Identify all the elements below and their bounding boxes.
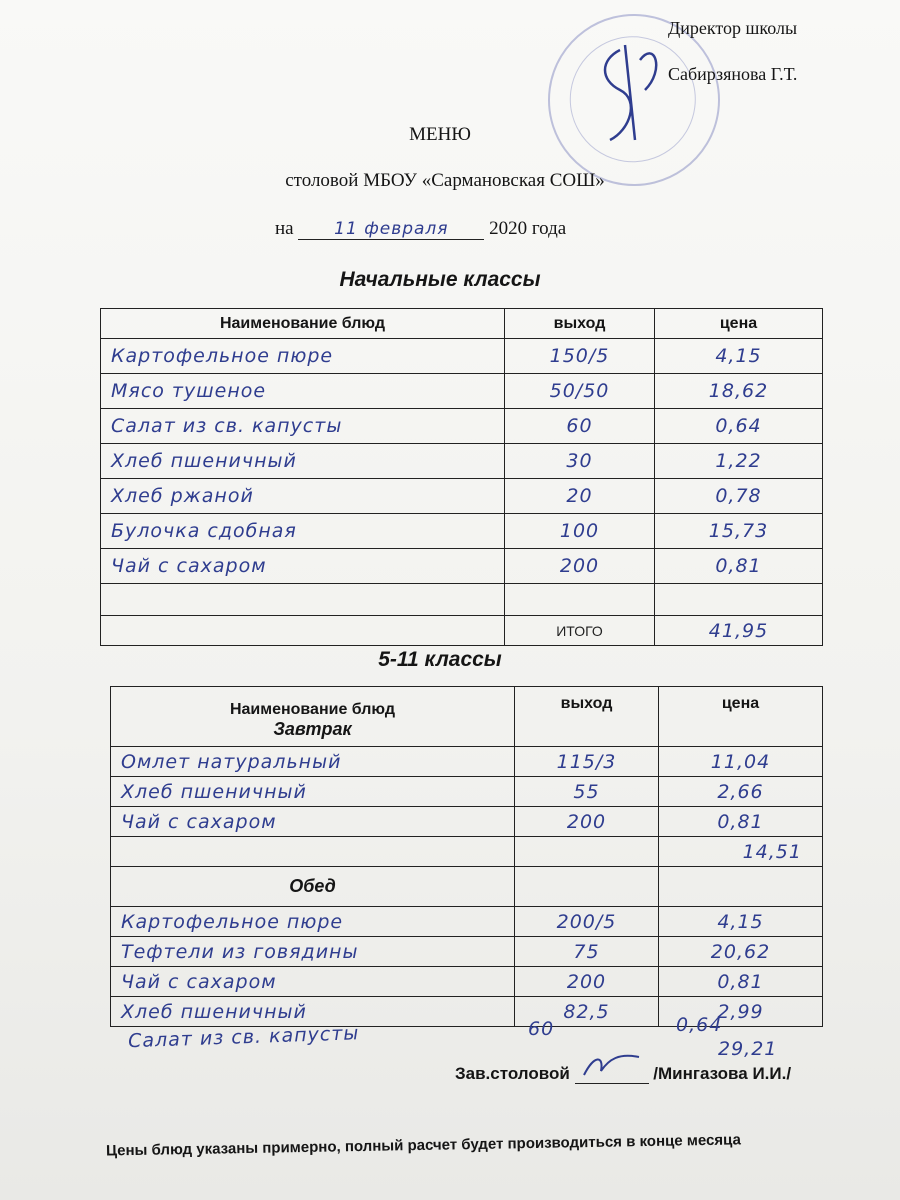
dish-price: 20,62 (659, 937, 823, 967)
extra-dish-portion: 60 (528, 1018, 555, 1040)
extra-dish-price: 0,64 (676, 1014, 723, 1036)
dish-portion: 200 (515, 967, 659, 997)
dish-name: Булочка сдобная (101, 514, 505, 549)
table-row (101, 549, 823, 584)
col-dish-name-label: Наименование блюд (229, 701, 396, 718)
date-handwritten: 11 февраля (298, 219, 484, 240)
lunch-total: 29,21 (718, 1038, 778, 1060)
dish-portion: 82,5 (515, 997, 659, 1027)
table-row (111, 937, 823, 967)
breakfast-total-row (111, 837, 823, 867)
primary-header-row (101, 309, 823, 339)
dish-portion: 20 (505, 479, 655, 514)
extra-dish-name: Салат из св. капусты (127, 1022, 360, 1053)
dish-name: Чай с сахаром (111, 967, 515, 997)
table-row (101, 444, 823, 479)
dish-name: Картофельное пюре (111, 907, 515, 937)
col-portion: выход (505, 309, 655, 339)
dish-portion: 55 (515, 777, 659, 807)
dish-portion: 30 (505, 444, 655, 479)
dish-name: Чай с сахаром (101, 549, 505, 584)
table-row (101, 514, 823, 549)
date-line (275, 218, 635, 246)
senior-heading: 5-11 классы (378, 648, 502, 671)
senior-menu-table (110, 686, 823, 1027)
dish-name: Картофельное пюре (101, 339, 505, 374)
dish-price: 2,99 (659, 997, 823, 1027)
dish-price: 0,64 (655, 409, 823, 444)
table-row (111, 907, 823, 937)
dish-portion: 115/3 (515, 747, 659, 777)
lunch-title: Обед (111, 867, 515, 907)
dish-portion: 200 (515, 807, 659, 837)
approval-name: Сабирзянова Г.Т. (668, 64, 798, 84)
page-subtitle: столовой МБОУ «Сармановская СОШ» (285, 170, 605, 191)
dish-name: Мясо тушеное (101, 374, 505, 409)
signature-blank (575, 1065, 649, 1084)
director-signature (590, 20, 670, 150)
primary-total-row (101, 616, 823, 646)
dish-price: 15,73 (655, 514, 823, 549)
signature-label: Зав.столовой (455, 1064, 570, 1083)
col-dish-name: Наименование блюд (101, 309, 505, 339)
empty-row (101, 584, 823, 616)
primary-heading: Начальные классы (339, 268, 541, 291)
dish-price: 4,15 (659, 907, 823, 937)
table-row (101, 339, 823, 374)
col-portion: выход (515, 687, 659, 747)
dish-price: 0,81 (655, 549, 823, 584)
primary-menu-table (100, 308, 823, 646)
table-row (111, 777, 823, 807)
dish-price: 0,78 (655, 479, 823, 514)
dish-portion: 50/50 (505, 374, 655, 409)
dish-name: Салат из св. капусты (101, 409, 505, 444)
dish-name: Хлеб пшеничный (111, 777, 515, 807)
dish-name: Хлеб пшеничный (101, 444, 505, 479)
total-value: 41,95 (655, 616, 823, 646)
table-row (101, 409, 823, 444)
dish-price: 11,04 (659, 747, 823, 777)
dish-price: 2,66 (659, 777, 823, 807)
senior-header-row (111, 687, 823, 747)
signature-name: /Мингазова И.И./ (653, 1064, 792, 1083)
dish-name: Тефтели из говядины (111, 937, 515, 967)
breakfast-total: 14,51 (659, 837, 823, 867)
dish-portion: 75 (515, 937, 659, 967)
dish-price: 18,62 (655, 374, 823, 409)
date-prefix: на (275, 218, 294, 239)
dish-price: 0,81 (659, 807, 823, 837)
page-title: МЕНЮ (409, 124, 471, 145)
breakfast-title: Завтрак (273, 719, 352, 739)
dish-price: 0,81 (659, 967, 823, 997)
table-row (111, 807, 823, 837)
col-dish-name (111, 687, 515, 747)
total-label: ИТОГО (556, 622, 603, 639)
table-row (111, 967, 823, 997)
lunch-title-row (111, 867, 823, 907)
dish-portion: 100 (505, 514, 655, 549)
approval-role: Директор школы (668, 18, 798, 38)
table-row (111, 747, 823, 777)
table-row (101, 374, 823, 409)
dish-price: 1,22 (655, 444, 823, 479)
date-year: 2020 года (489, 218, 567, 239)
dish-portion: 200/5 (515, 907, 659, 937)
manager-signature (579, 1051, 645, 1081)
col-price: цена (659, 687, 823, 747)
dish-name: Хлеб пшеничный (111, 997, 515, 1027)
dish-name: Хлеб ржаной (101, 479, 505, 514)
dish-name: Омлет натуральный (111, 747, 515, 777)
dish-portion: 60 (505, 409, 655, 444)
dish-portion: 200 (505, 549, 655, 584)
signature-line (455, 1064, 855, 1094)
dish-name: Чай с сахаром (111, 807, 515, 837)
footnote: Цены блюд указаны примерно, полный расчет будет производиться в конце месяца (105, 1131, 742, 1160)
dish-portion: 150/5 (505, 339, 655, 374)
dish-price: 4,15 (655, 339, 823, 374)
col-price: цена (655, 309, 823, 339)
table-row (101, 479, 823, 514)
